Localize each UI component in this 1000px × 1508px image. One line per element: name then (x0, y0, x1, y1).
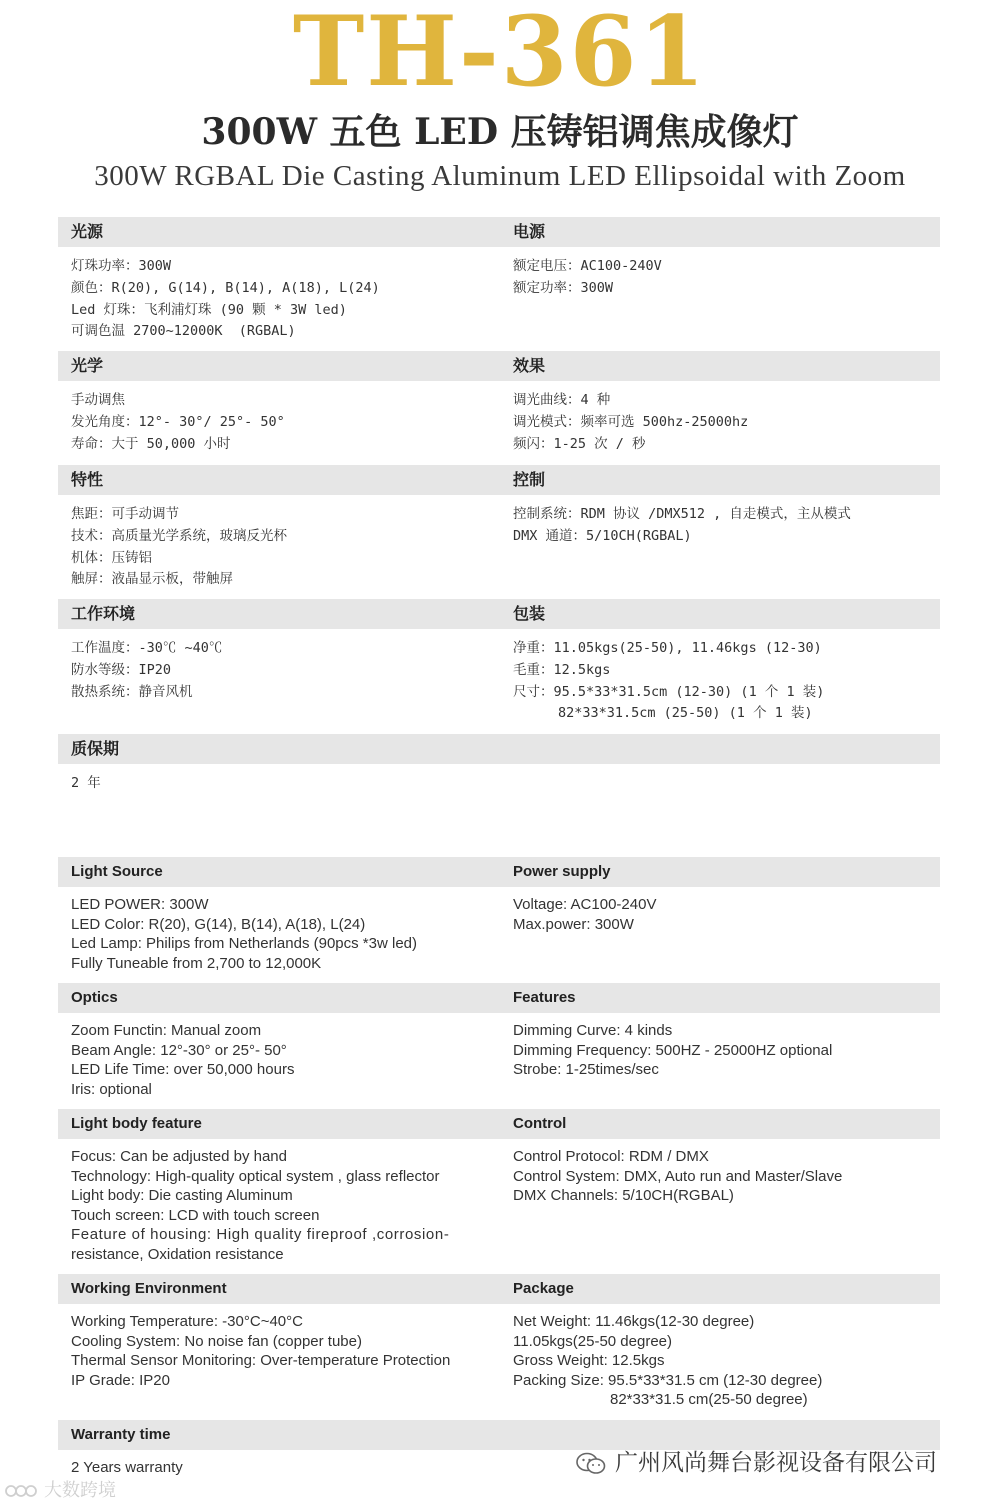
section-title-power-en: Power supply (513, 863, 611, 880)
spec-line: Dimming Frequency: 500HZ - 25000HZ optional (513, 1041, 833, 1059)
section-title-effects-cn: 效果 (513, 356, 546, 375)
spec-line: Cooling System: No noise fan (copper tube) (71, 1332, 362, 1350)
spec-line: Control Protocol: RDM / DMX (513, 1148, 709, 1165)
section-title-package-cn: 包装 (513, 604, 546, 623)
spec-line: 机体：压铸铝 (71, 549, 152, 566)
spec-line: Strobe: 1-25times/sec (513, 1061, 659, 1079)
watermark-logo-icon (4, 1481, 44, 1501)
spec-line: Technology: High-quality optical system , glass reflector (71, 1167, 440, 1185)
spec-line: Focus: Can be adjusted by hand (71, 1148, 287, 1165)
spec-line: Led 灯珠：飞利浦灯珠 (90 颗 * 3W led) (71, 301, 347, 318)
section-title-control-en: Control (513, 1115, 567, 1132)
section-bar (58, 1274, 940, 1304)
light-source-cn-list (71, 256, 380, 343)
spec-line: 82*33*31.5 cm(25-50 degree) (610, 1391, 808, 1409)
power-cn-list (513, 256, 662, 300)
spec-line: 发光角度：12°- 30°/ 25°- 50° (71, 413, 285, 430)
spec-line: 额定电压：AC100-240V (513, 258, 662, 274)
spec-line: Iris: optional (71, 1080, 152, 1098)
spec-line: 颜色：R(20), G(14), B(14), A(18), L(24) (71, 279, 380, 296)
spec-line: LED POWER: 300W (71, 896, 209, 913)
wechat-account (575, 1445, 937, 1481)
spec-line: Max.power: 300W (513, 915, 634, 933)
section-title-optics-en: Optics (71, 989, 118, 1006)
spec-line: 11.05kgs(25-50 degree) (513, 1332, 672, 1350)
spec-line: Gross Weight: 12.5kgs (513, 1352, 665, 1370)
spec-line: Voltage: AC100-240V (513, 896, 657, 913)
body-en-list (71, 1147, 449, 1265)
section-title-optics-cn: 光学 (71, 356, 104, 375)
spec-line: 寿命：大于 50,000 小时 (71, 435, 231, 452)
spec-line: Beam Angle: 12°-30° or 25°- 50° (71, 1041, 287, 1059)
environment-cn-list (71, 638, 222, 703)
spec-line: Working Temperature: -30°C~40°C (71, 1313, 303, 1330)
light-source-en-list (71, 895, 417, 973)
section-bar (58, 599, 940, 629)
features-en-list (513, 1021, 832, 1080)
watermark (4, 1476, 116, 1502)
optics-cn-list (71, 390, 285, 455)
section-bar (58, 351, 940, 381)
spec-line: Control System: DMX, Auto run and Master/Slave (513, 1167, 843, 1185)
spec-line: Thermal Sensor Monitoring: Over-temperature Protection (71, 1352, 451, 1370)
spec-line: IP Grade: IP20 (71, 1371, 170, 1389)
section-title-features-cn: 特性 (71, 470, 104, 489)
spec-line: 2 年 (71, 775, 101, 791)
spec-line: 灯珠功率：300W (71, 258, 172, 274)
spec-line: Led Lamp: Philips from Netherlands (90pcs *3w led) (71, 935, 418, 953)
section-bar (58, 465, 940, 495)
product-title-cn: 300W 五色 LED 压铸铝调焦成像灯 (201, 111, 799, 153)
package-en-list (513, 1312, 822, 1410)
wechat-account-name: 广州风尚舞台影视设备有限公司 (615, 1450, 937, 1476)
section-title-warranty-cn: 质保期 (71, 739, 120, 758)
spec-line: DMX 通道：5/10CH(RGBAL) (513, 527, 692, 544)
warranty-cn-list (71, 773, 101, 795)
wechat-icon (575, 1451, 607, 1477)
effects-cn-list (513, 390, 748, 455)
watermark-text: 大数跨境 (44, 1480, 116, 1501)
spec-line: 82*33*31.5cm (25-50) (1 个 1 装) (558, 705, 813, 722)
optics-en-list (71, 1021, 294, 1099)
spec-line: DMX Channels: 5/10CH(RGBAL) (513, 1187, 734, 1205)
section-bar (58, 983, 940, 1013)
section-title-body-en: Light body feature (71, 1115, 202, 1132)
section-bar (58, 734, 940, 764)
section-title-warranty-en: Warranty time (71, 1426, 171, 1443)
spec-line: 技术：高质量光学系统，玻璃反光杯 (71, 527, 287, 544)
spec-line: 净重：11.05kgs(25-50), 11.46kgs (12-30) (513, 640, 822, 656)
section-title-environment-cn: 工作环境 (71, 604, 136, 623)
spec-line: Packing Size: 95.5*33*31.5 cm (12-30 degree) (513, 1371, 823, 1389)
spec-line: Touch screen: LCD with touch screen (71, 1206, 320, 1224)
spec-line: resistance, Oxidation resistance (71, 1245, 284, 1263)
environment-en-list (71, 1312, 450, 1390)
spec-line: LED Life Time: over 50,000 hours (71, 1061, 295, 1079)
spec-line: 防水等级：IP20 (71, 661, 172, 678)
control-cn-list (513, 504, 851, 548)
spec-line: LED Color: R(20), G(14), B(14), A(18), L(24) (71, 915, 366, 933)
section-title-control-cn: 控制 (513, 470, 546, 489)
section-title-package-en: Package (513, 1280, 574, 1297)
product-title-en: 300W RGBAL Die Casting Aluminum LED Ellipsoidal with Zoom (94, 160, 906, 192)
section-bar (58, 217, 940, 247)
section-title-light-source-cn: 光源 (71, 222, 104, 241)
spec-line: 额定功率：300W (513, 279, 614, 296)
spec-line: 频闪：1-25 次 / 秒 (513, 435, 646, 452)
section-title-power-cn: 电源 (513, 222, 546, 241)
spec-line: 毛重：12.5kgs (513, 661, 611, 678)
model-title: TH-361 (292, 0, 708, 108)
section-bar (58, 1109, 940, 1139)
spec-line: 尺寸：95.5*33*31.5cm (12-30) (1 个 1 装) (513, 683, 825, 700)
spec-line: 手动调焦 (71, 392, 125, 408)
spec-line: 调光模式：频率可选 500hz-25000hz (513, 413, 749, 430)
section-title-light-source-en: Light Source (71, 863, 163, 880)
features-cn-list (71, 504, 287, 591)
package-cn-list (513, 638, 824, 725)
section-title-features-en: Features (513, 989, 576, 1006)
warranty-en-list (71, 1458, 183, 1478)
spec-line: 焦距：可手动调节 (71, 506, 179, 522)
section-bar (58, 857, 940, 887)
spec-line: Dimming Curve: 4 kinds (513, 1022, 673, 1039)
spec-line: Net Weight: 11.46kgs(12-30 degree) (513, 1313, 755, 1330)
section-title-environment-en: Working Environment (71, 1280, 227, 1297)
spec-line: Feature of housing: High quality fireproof ,corrosion- (71, 1226, 450, 1244)
spec-line: 2 Years warranty (71, 1459, 183, 1476)
spec-line: Fully Tuneable from 2,700 to 12,000K (71, 954, 322, 972)
power-en-list (513, 895, 656, 934)
spec-line: 散热系统：静音风机 (71, 683, 193, 700)
spec-line: 工作温度：-30℃ ~40℃ (71, 640, 223, 656)
spec-line: Light body: Die casting Aluminum (71, 1187, 293, 1205)
spec-line: 调光曲线：4 种 (513, 392, 611, 408)
spec-line: 控制系统：RDM 协议 /DMX512 , 自走模式，主从模式 (513, 506, 851, 522)
spec-line: 可调色温 2700~12000K (RGBAL) (71, 323, 296, 340)
control-en-list (513, 1147, 842, 1206)
spec-line: Zoom Functin: Manual zoom (71, 1022, 262, 1039)
spec-line: 触屏：液晶显示板，带触屏 (71, 571, 233, 588)
